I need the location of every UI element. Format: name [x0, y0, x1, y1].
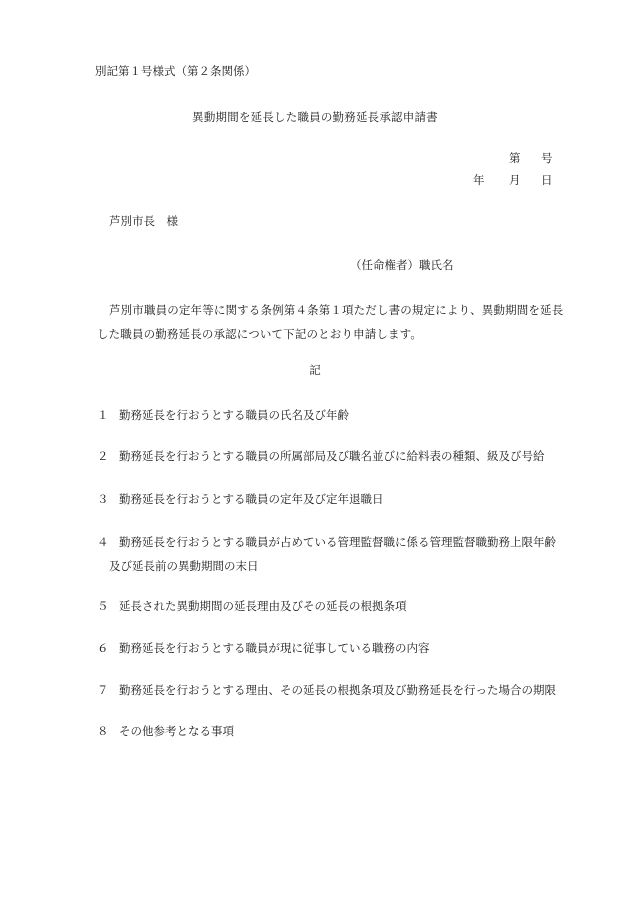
list-item: [97, 530, 567, 578]
list-item: [97, 636, 567, 660]
ki-heading: 記: [309, 363, 321, 377]
item-text: 勤務延長を行おうとする職員の定年及び定年退職日: [119, 492, 384, 506]
item-number: ８: [97, 724, 109, 738]
date-day: 日: [541, 173, 553, 187]
item-number: ５: [97, 599, 109, 613]
item-text: 勤務延長を行おうとする職員が占めている管理監督職に係る管理監督職勤務上限年齢及び延長前の異動期間の末日: [109, 535, 556, 573]
item-number: ４: [97, 535, 109, 549]
item-text: 勤務延長を行おうとする職員が現に従事している職務の内容: [119, 641, 430, 655]
item-number: ２: [97, 449, 109, 463]
item-text: 勤務延長を行おうとする理由、その延長の根拠条項及び勤務延長を行った場合の期限: [119, 683, 556, 697]
list-item: [97, 444, 567, 468]
item-number: ７: [97, 683, 109, 697]
item-text: 延長された異動期間の延長理由及びその延長の根拠条項: [119, 599, 407, 613]
list-item: [97, 487, 567, 511]
item-number: １: [97, 408, 109, 422]
date-month: 月: [509, 173, 521, 187]
list-item: [97, 678, 567, 702]
item-text: 勤務延長を行おうとする職員の所属部局及び職名並びに給料表の種類、級及び号給: [119, 449, 545, 463]
item-text: その他参考となる事項: [119, 724, 234, 738]
number-suffix: 号: [541, 151, 553, 165]
item-number: ３: [97, 492, 109, 506]
item-text: 勤務延長を行おうとする職員の氏名及び年齢: [119, 408, 349, 422]
addressee: 芦別市長 様: [109, 214, 178, 228]
list-item: [97, 403, 567, 427]
applicant-label: （任命権者）職氏名: [350, 258, 454, 272]
body-text: 芦別市職員の定年等に関する条例第４条第１項ただし書の規定により、異動期間を延長した職員の勤務延長の承認について下記のとおり申請します。: [97, 303, 564, 341]
date-year: 年: [473, 173, 485, 187]
item-number: ６: [97, 641, 109, 655]
form-label: 別記第１号様式（第２条関係）: [95, 64, 256, 78]
document-title: 異動期間を延長した職員の勤務延長承認申請書: [192, 110, 438, 124]
number-prefix: 第: [509, 151, 521, 165]
list-item: [97, 594, 567, 618]
list-item: [97, 719, 567, 743]
